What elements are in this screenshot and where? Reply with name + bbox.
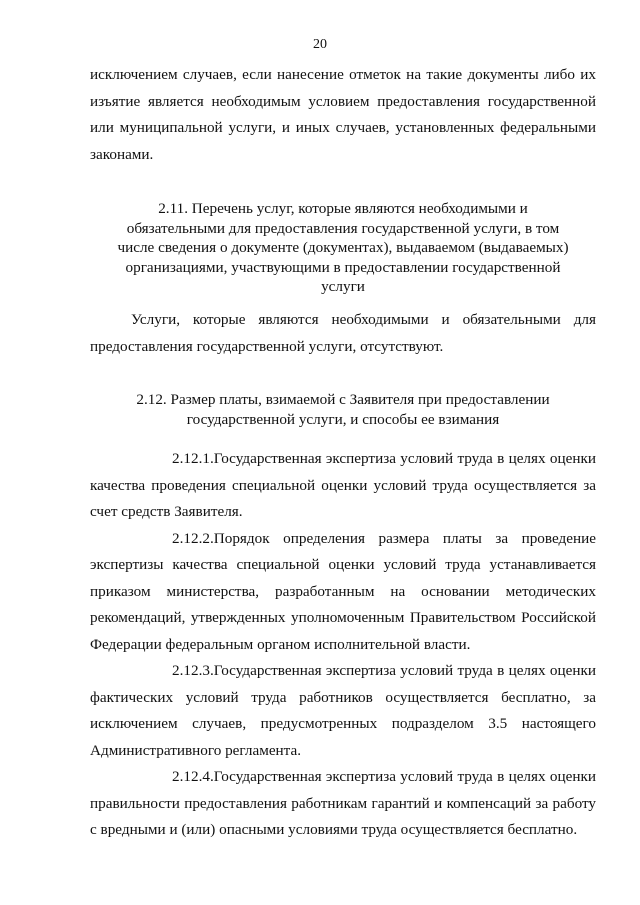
item-number: 2.12.3.: [172, 662, 214, 679]
paragraph-text: Услуги, которые являются необходимыми и обязательными для предоставления государственной услуги, отсутствуют.: [90, 311, 596, 355]
section-2-12-heading: 2.12. Размер платы, взимаемой с Заявителя при предоставлении государственной услуги, и способы ее взимания: [136, 391, 550, 428]
section-2-11-body: [90, 307, 596, 360]
item-number: 2.12.4.: [172, 768, 214, 785]
section-2-12-items: [90, 446, 596, 844]
item-number: 2.12.2.: [172, 529, 214, 547]
list-item: [90, 526, 596, 659]
list-item: [90, 658, 596, 764]
continuation-paragraph: [90, 62, 596, 168]
item-text: Государственная экспертиза условий труда в целях оценки качества проведения специальной оценки условий труда осуществляется за счет средств Заявителя.: [90, 450, 596, 520]
list-item: [90, 764, 596, 844]
item-text: Государственная экспертиза условий труда в целях оценки правильности предоставления работникам гарантий и компенсаций за работу с вредными и (или) опасными условиями труда осуществляется бесплатно.: [90, 768, 596, 838]
list-item: [90, 446, 596, 526]
item-text: Порядок определения размера платы за проведение экспертизы качества специальной оценки условий труда устанавливается приказом министерства, разработанным на основании методических рекомендаций, утвержденных уполномоченным Правительством Российской Федерации федеральным органом исполнительной власти.: [90, 529, 596, 653]
paragraph-text: исключением случаев, если нанесение отметок на такие документы либо их изъятие является необходимым условием предоставления государственной или муниципальной услуги, и иных случаев, установленных федеральными законами.: [90, 66, 596, 163]
item-text: Государственная экспертиза условий труда в целях оценки фактических условий труда работников осуществляется бесплатно, за исключением случаев, предусмотренных подразделом 3.5 настоящего Административного регламента.: [90, 662, 596, 759]
page-number: 20: [313, 37, 327, 52]
section-2-11-heading: 2.11. Перечень услуг, которые являются необходимыми и обязательными для предоставления государственной услуги, в том числе сведения о документе (документах), выдаваемом (выдаваемых) организациями, участвующими в предоставлении государственной услуги: [117, 200, 569, 295]
item-number: 2.12.1.: [172, 450, 214, 467]
